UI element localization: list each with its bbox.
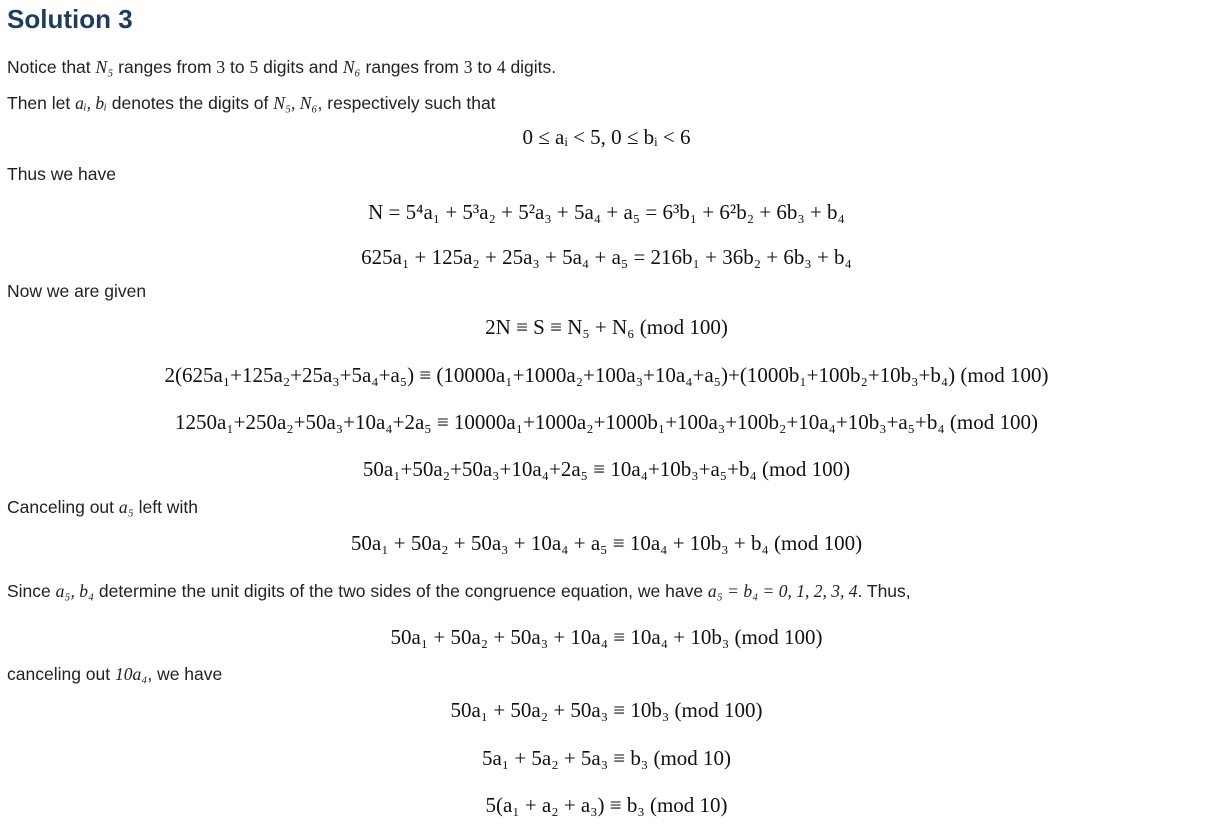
equation-expanded-congruence: 2(625a₁+125a₂+25a₃+5a₄+a₅) ≡ (10000a₁+1000a₂+100a₃+10a₄+a₅)+(1000b₁+100b₂+10b₃+b₄) (mod 100)	[164, 363, 1049, 387]
paragraph-thus-we-have: Thus we have	[7, 164, 116, 184]
equation-after-cancel-a5: 50a₁ + 50a₂ + 50a₃ + 10a₄ + a₅ ≡ 10a₄ + 10b₃ + b₄ (mod 100)	[350, 531, 863, 555]
text: ranges from	[113, 57, 217, 77]
math-inline: a₅	[118, 497, 134, 517]
math-inline: 10a₄	[115, 664, 148, 684]
math-inline: aᵢ, bᵢ	[75, 93, 107, 113]
paragraph-digits-definition	[7, 92, 496, 114]
math-inline: N₆	[342, 57, 361, 77]
text: determine the unit digits of the two sides of the congruence equation, we have	[94, 581, 708, 601]
equation-digit-bounds: 0 ≤ aᵢ < 5, 0 ≤ bᵢ < 6	[522, 125, 691, 149]
math-inline: 5	[249, 57, 259, 77]
math-inline: a₅, b₄	[55, 581, 95, 601]
text: digits.	[505, 57, 557, 77]
text: to	[472, 57, 497, 77]
equation-n-expansion: N = 5⁴a₁ + 5³a₂ + 5²a₃ + 5a₄ + a₅ = 6³b₁ + 6²b₂ + 6b₃ + b₄	[368, 200, 845, 224]
text: Since	[7, 581, 56, 601]
text: Then let	[7, 93, 76, 113]
equation-mod-10-factored: 5(a₁ + a₂ + a₃) ≡ b₃ (mod 10)	[485, 793, 728, 817]
text: , respectively such that	[317, 93, 496, 113]
paragraph-unit-digits	[7, 580, 911, 602]
equation-without-units: 50a₁ + 50a₂ + 50a₃ + 10a₄ ≡ 10a₄ + 10b₃ (mod 100)	[390, 625, 823, 649]
paragraph-cancel-a5	[7, 496, 198, 518]
text: , we have	[147, 664, 223, 684]
equation-multiplied-out: 1250a₁+250a₂+50a₃+10a₄+2a₅ ≡ 10000a₁+1000a₂+1000b₁+100a₃+100b₂+10a₄+10b₃+a₅+b₄ (mod 100)	[175, 410, 1038, 434]
paragraph-now-given: Now we are given	[7, 281, 147, 301]
paragraph-digit-ranges	[7, 56, 556, 78]
math-inline: 4	[496, 57, 506, 77]
math-inline: 3	[463, 57, 473, 77]
math-inline: a₅ = b₄ = 0, 1, 2, 3, 4	[707, 581, 858, 601]
text: digits and	[258, 57, 343, 77]
equation-mod-10: 5a₁ + 5a₂ + 5a₃ ≡ b₃ (mod 10)	[481, 746, 732, 770]
section-heading: Solution 3	[7, 4, 133, 34]
text: denotes the digits of	[106, 93, 274, 113]
text: left with	[133, 497, 198, 517]
equation-n-numeric: 625a₁ + 125a₂ + 25a₃ + 5a₄ + a₅ = 216b₁ + 36b₂ + 6b₃ + b₄	[361, 245, 852, 269]
text: canceling out	[7, 664, 115, 684]
math-inline: 3	[216, 57, 226, 77]
equation-mod-100-final: 50a₁ + 50a₂ + 50a₃ ≡ 10b₃ (mod 100)	[450, 698, 763, 722]
text: . Thus,	[857, 581, 911, 601]
math-inline: N₅	[95, 57, 114, 77]
math-inline: N₅, N₆	[273, 93, 318, 113]
text: to	[225, 57, 250, 77]
text: Canceling out	[7, 497, 119, 517]
text: ranges from	[360, 57, 464, 77]
equation-reduced: 50a₁+50a₂+50a₃+10a₄+2a₅ ≡ 10a₄+10b₃+a₅+b₄ (mod 100)	[362, 457, 851, 481]
equation-2n-congruence: 2N ≡ S ≡ N₅ + N₆ (mod 100)	[485, 315, 728, 339]
text: Notice that	[7, 57, 96, 77]
paragraph-cancel-10a4	[7, 663, 222, 685]
